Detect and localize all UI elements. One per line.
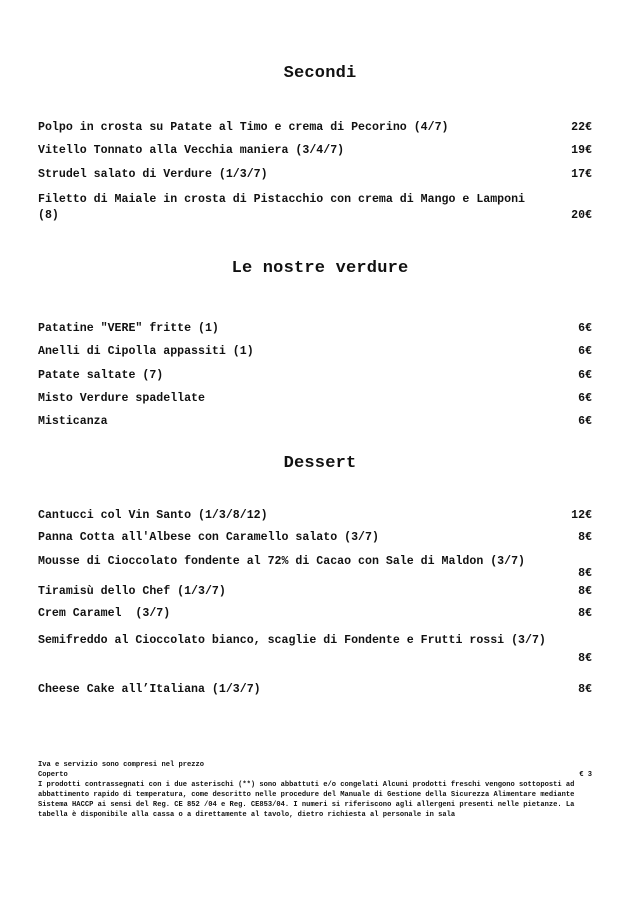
menu-item-name: Strudel salato di Verdure (1/3/7)	[38, 168, 268, 181]
menu-item-name: Filetto di Maiale in crosta di Pistacchio con crema di Mango e Lamponi (8)	[38, 193, 526, 222]
menu-item-price: 6€	[578, 415, 592, 428]
menu-item-name: Misticanza	[38, 415, 108, 428]
menu-item-price: 6€	[578, 392, 592, 405]
footer-coperto-label: Coperto	[38, 770, 68, 779]
menu-item	[38, 120, 594, 136]
menu-item-name: Mousse di Cioccolato fondente al 72% di Cacao con Sale di Maldon (3/7)	[38, 555, 526, 568]
menu-item-price: 12€	[571, 509, 592, 522]
menu-item-name: Vitello Tonnato alla Vecchia maniera (3/4/7)	[38, 144, 345, 157]
menu-item-name: Anelli di Cipolla appassiti (1)	[38, 345, 254, 358]
menu-item-price: 22€	[571, 121, 592, 134]
menu-item-price: 8€	[578, 531, 592, 544]
section-title-verdure: Le nostre verdure	[231, 259, 409, 278]
menu-item-price: 6€	[578, 369, 592, 382]
menu-item-price: 6€	[578, 345, 592, 358]
menu-item	[38, 629, 594, 652]
menu-item-name: Panna Cotta all'Albese con Caramello salato (3/7)	[38, 531, 379, 544]
menu-item-price: 8€	[578, 567, 592, 580]
menu-item-name: Misto Verdure spadellate	[38, 392, 205, 405]
menu-item-name: Cheese Cake all’Italiana (1/3/7)	[38, 683, 261, 696]
menu-item-price: 8€	[578, 607, 592, 620]
menu-item	[38, 391, 594, 407]
menu-item-name: Crem Caramel (3/7)	[38, 607, 171, 620]
section-title-dessert: Dessert	[283, 454, 357, 473]
footer-coperto-price: € 3	[579, 770, 592, 779]
menu-item	[38, 554, 594, 570]
menu-item	[38, 682, 594, 698]
menu-item-name: Patate saltate (7)	[38, 369, 164, 382]
menu-item-price: 8€	[578, 652, 592, 665]
section-title-secondi: Secondi	[283, 64, 357, 83]
menu-item-price: 17€	[571, 168, 592, 181]
footer-coperto-row	[38, 771, 594, 781]
menu-item	[38, 584, 594, 600]
menu-item-name: Tiramisù dello Chef (1/3/7)	[38, 585, 226, 598]
menu-item	[38, 368, 594, 384]
menu-item-name: Cantucci col Vin Santo (1/3/8/12)	[38, 509, 268, 522]
menu-item	[38, 530, 594, 546]
menu-item	[38, 606, 594, 622]
menu-item	[38, 321, 594, 337]
menu-footer	[38, 761, 594, 820]
menu-item	[38, 167, 594, 183]
footer-allergen-note: I prodotti contrassegnati con i due asterischi (**) sono abbattuti e/o congelati Alcuni prodotti freschi vengono sottoposti ad abbattimento rapido di temperatura, come descritto nelle procedure del Manuale di Gestione della Sicurezza Alimentare mediante Sistema HACCP ai sensi del Reg. CE 852 /04 e Reg. CE853/04. I numeri si riferiscono agli allergeni presenti nelle pietanze. La tabella è disponibile alla cassa o a direttamente al tavolo, dietro richiesta al personale in sala	[38, 780, 575, 819]
menu-item-name: Polpo in crosta su Patate al Timo e crema di Pecorino (4/7)	[38, 121, 449, 134]
menu-item	[38, 414, 594, 430]
menu-item-name: Patatine "VERE" fritte (1)	[38, 322, 219, 335]
menu-item-price: 8€	[578, 585, 592, 598]
menu-item-name: Semifreddo al Cioccolato bianco, scaglie di Fondente e Frutti rossi (3/7)	[38, 634, 546, 647]
menu-item	[38, 344, 594, 360]
menu-item-price: 19€	[571, 144, 592, 157]
menu-item-price: 6€	[578, 322, 592, 335]
menu-item-price: 20€	[571, 209, 592, 222]
footer-iva-text: Iva e servizio sono compresi nel prezzo	[38, 761, 205, 769]
menu-item	[38, 143, 594, 159]
menu-item-price: 8€	[578, 683, 592, 696]
menu-item	[38, 508, 594, 524]
menu-item	[38, 192, 594, 224]
